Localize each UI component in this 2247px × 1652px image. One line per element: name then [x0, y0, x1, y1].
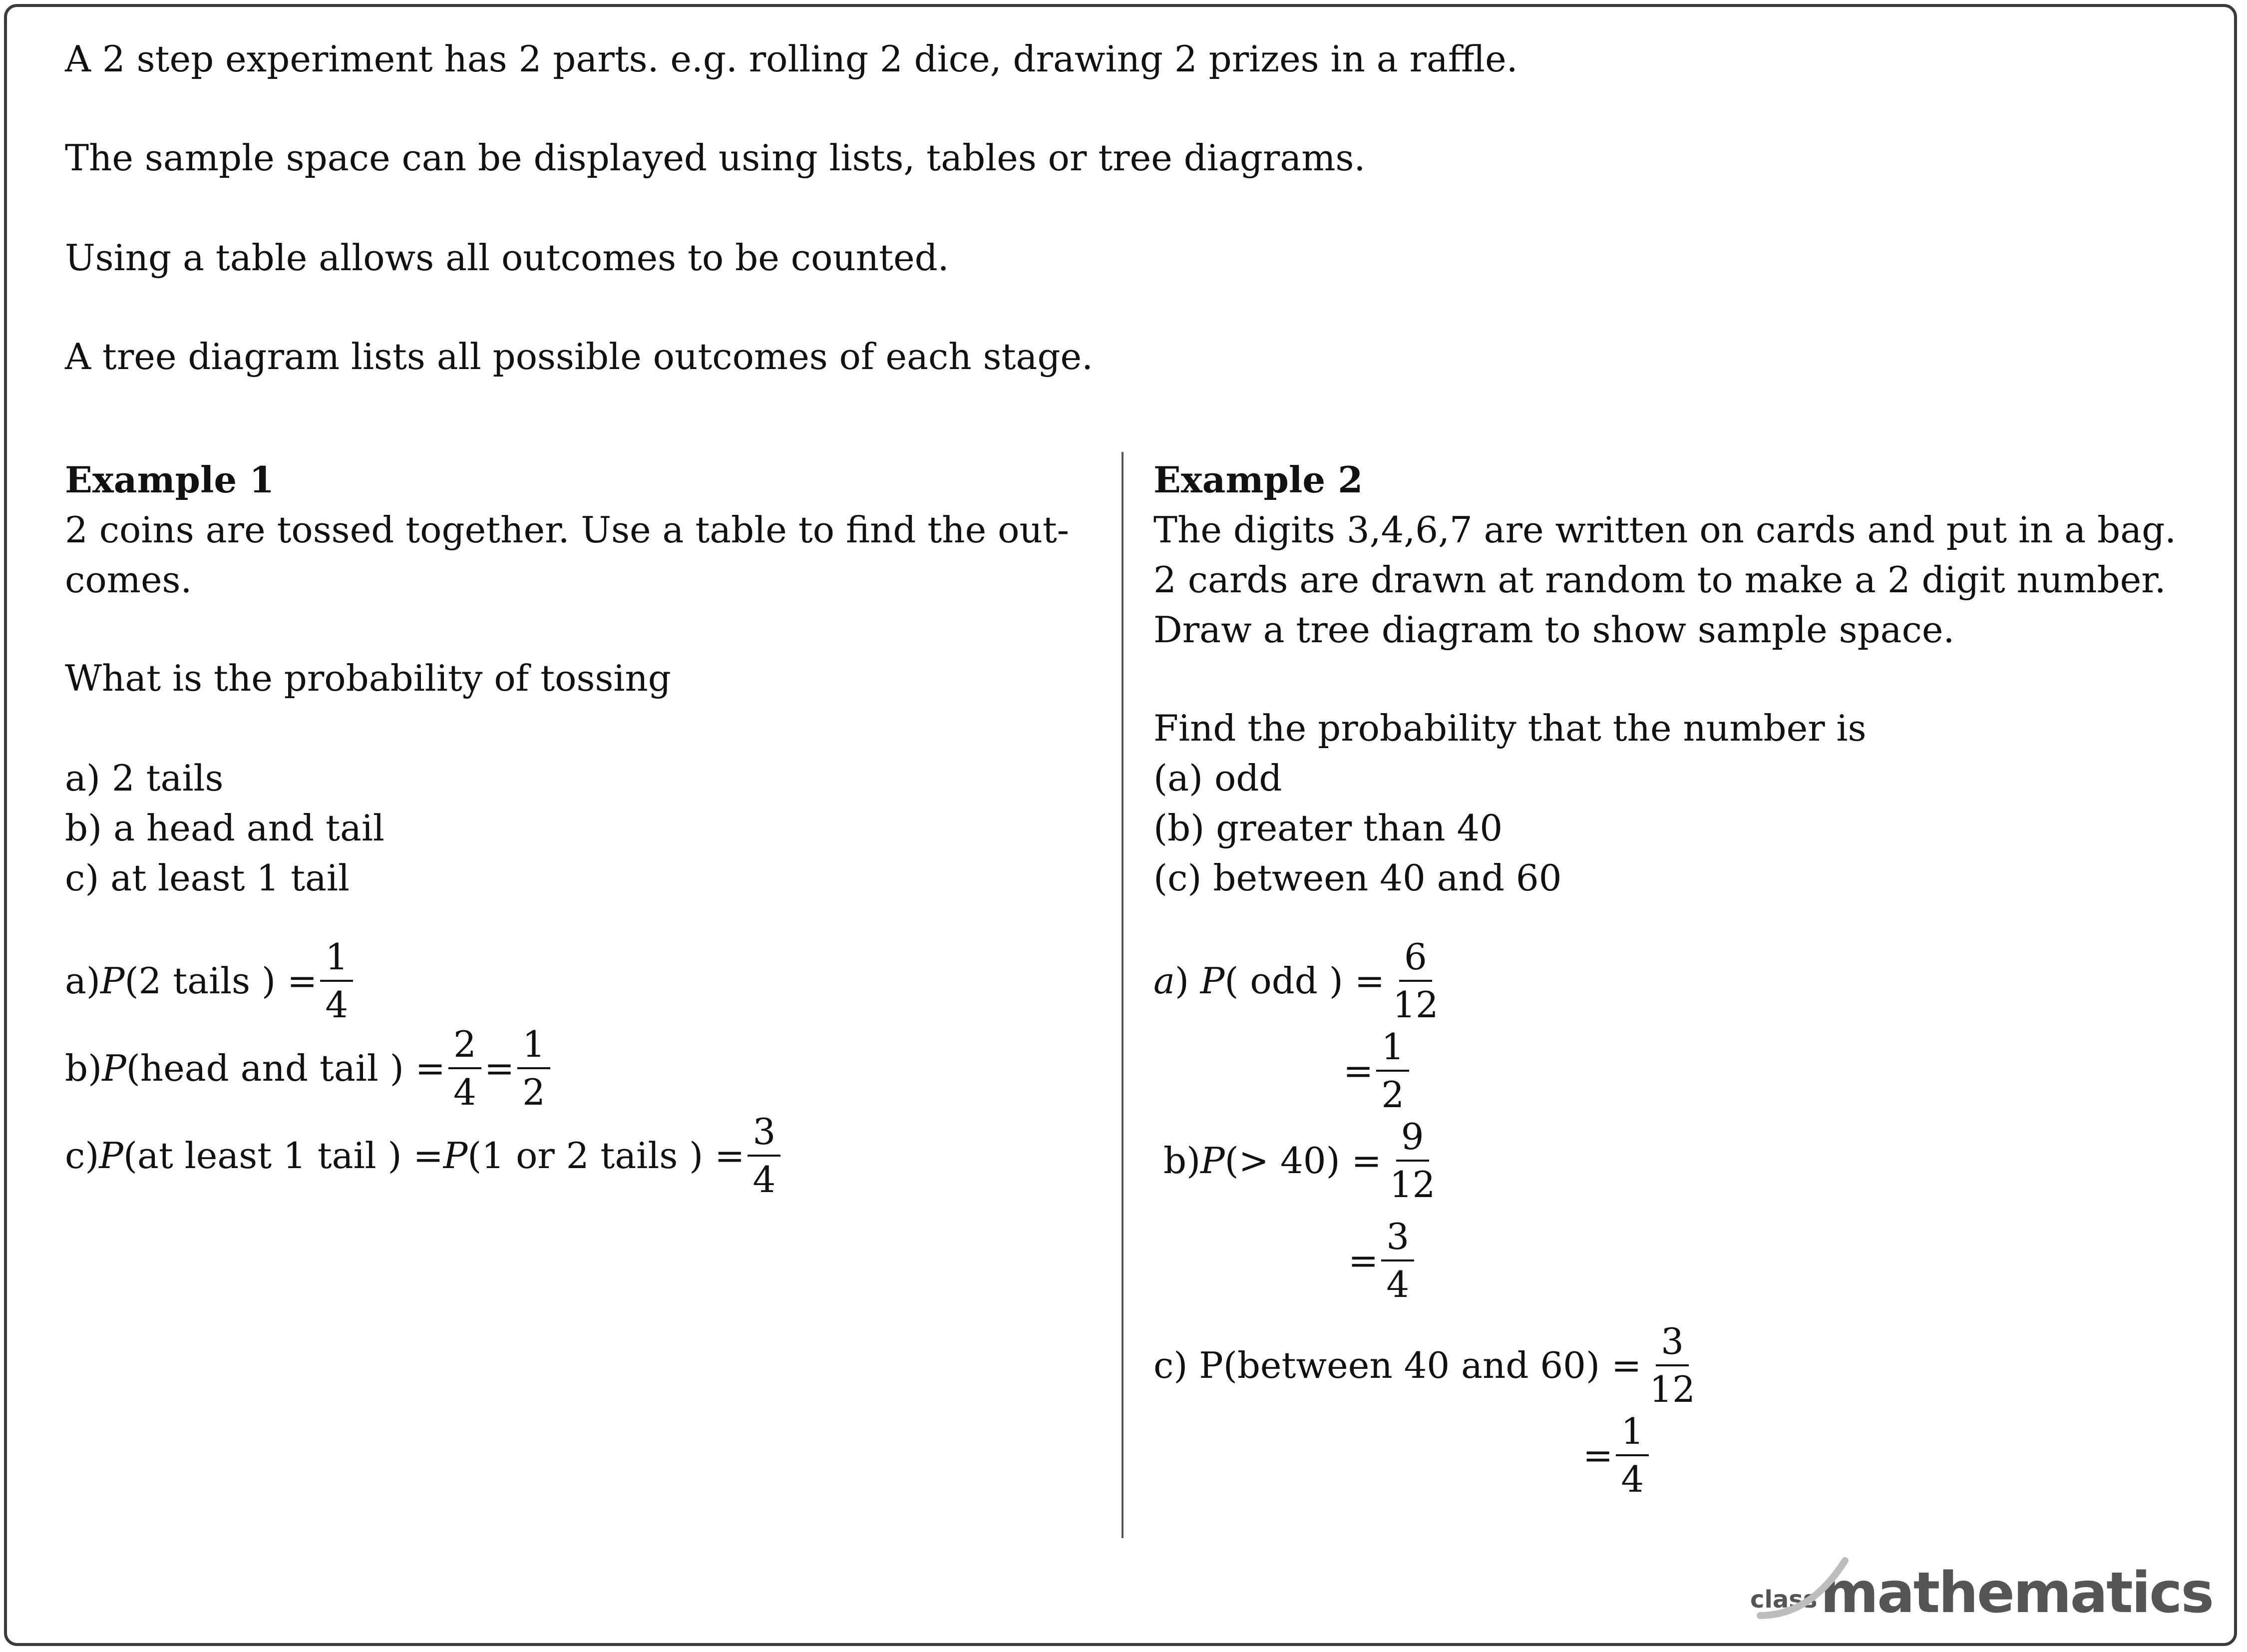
- intro-line-4: A tree diagram lists all possible outcomes of each stage.: [65, 336, 1094, 378]
- example-2-answer-a: a ) P ( odd ) = $\frac{6}{12}$: [1153, 939, 1447, 1023]
- example-1-answer-c: c) P (at least 1 tail ) = P (1 or 2 tails ) = $\frac{3}{4}$: [65, 1114, 783, 1198]
- fraction: $\frac{1}{2}$: [517, 1026, 550, 1110]
- example-2-answer-c-simplified: = $\frac{1}{4}$: [1583, 1413, 1652, 1497]
- example-1-title: Example 1: [65, 458, 275, 501]
- classmathematics-logo: [1750, 1541, 2213, 1626]
- example-2-part-c: (c) between 40 and 60: [1153, 857, 1562, 899]
- example-2-part-b: (b) greater than 40: [1153, 807, 1503, 849]
- intro-line-3: Using a table allows all outcomes to be counted.: [65, 237, 949, 279]
- example-2-problem-line-1: The digits 3,4,6,7 are written on cards and put in a bag.: [1153, 509, 2177, 551]
- fraction: $\frac{1}{4}$: [320, 939, 353, 1023]
- example-1-problem-line-1: 2 coins are tossed together. Use a table to find the out-: [65, 509, 1070, 551]
- example-2-answer-b: b) P (> 40) = $\frac{9}{12}$: [1163, 1119, 1444, 1203]
- logo-big-text: mathematics: [1820, 1561, 2213, 1626]
- example-1-problem-line-2: comes.: [65, 559, 192, 601]
- fraction: $\frac{6}{12}$: [1393, 936, 1439, 1026]
- fraction: $\frac{9}{12}$: [1389, 1116, 1436, 1206]
- intro-line-1: A 2 step experiment has 2 parts. e.g. rolling 2 dice, drawing 2 prizes in a raffle.: [65, 38, 1518, 80]
- fraction: $\frac{3}{4}$: [1381, 1219, 1414, 1302]
- fraction: $\frac{3}{4}$: [748, 1114, 780, 1198]
- logo-swoosh-icon: [1750, 1541, 1870, 1626]
- example-1-part-a: a) 2 tails: [65, 757, 224, 799]
- example-2-answer-b-simplified: = $\frac{3}{4}$: [1348, 1219, 1417, 1302]
- example-2-problem-line-2: 2 cards are drawn at random to make a 2 digit number.: [1153, 559, 2166, 601]
- example-2-problem-line-3: Draw a tree diagram to show sample space.: [1153, 609, 1955, 651]
- example-1-question: What is the probability of tossing: [65, 657, 671, 699]
- example-2-part-a: (a) odd: [1153, 757, 1282, 799]
- example-2-answer-a-simplified: = $\frac{1}{2}$: [1343, 1029, 1412, 1113]
- column-divider: [1122, 452, 1124, 1538]
- intro-line-2: The sample space can be displayed using lists, tables or tree diagrams.: [65, 137, 1366, 179]
- example-1-answer-b: b) P (head and tail ) = $\frac{2}{4}$ = $\frac{1}{2}$: [65, 1026, 553, 1110]
- example-2-answer-c: c) P(between 40 and 60) = $\frac{3}{12}$: [1153, 1323, 1703, 1407]
- example-1-part-b: b) a head and tail: [65, 807, 384, 849]
- fraction: $\frac{3}{12}$: [1649, 1320, 1695, 1410]
- fraction: $\frac{1}{2}$: [1376, 1029, 1409, 1113]
- example-2-question: Find the probability that the number is: [1153, 707, 1867, 749]
- logo-small-text: class: [1750, 1586, 1818, 1614]
- example-2-title: Example 2: [1153, 458, 1363, 501]
- example-1-answer-a: a) P (2 tails ) = $\frac{1}{4}$: [65, 939, 356, 1023]
- example-1-part-c: c) at least 1 tail: [65, 857, 350, 899]
- fraction: $\frac{2}{4}$: [448, 1026, 481, 1110]
- fraction: $\frac{1}{4}$: [1616, 1413, 1649, 1497]
